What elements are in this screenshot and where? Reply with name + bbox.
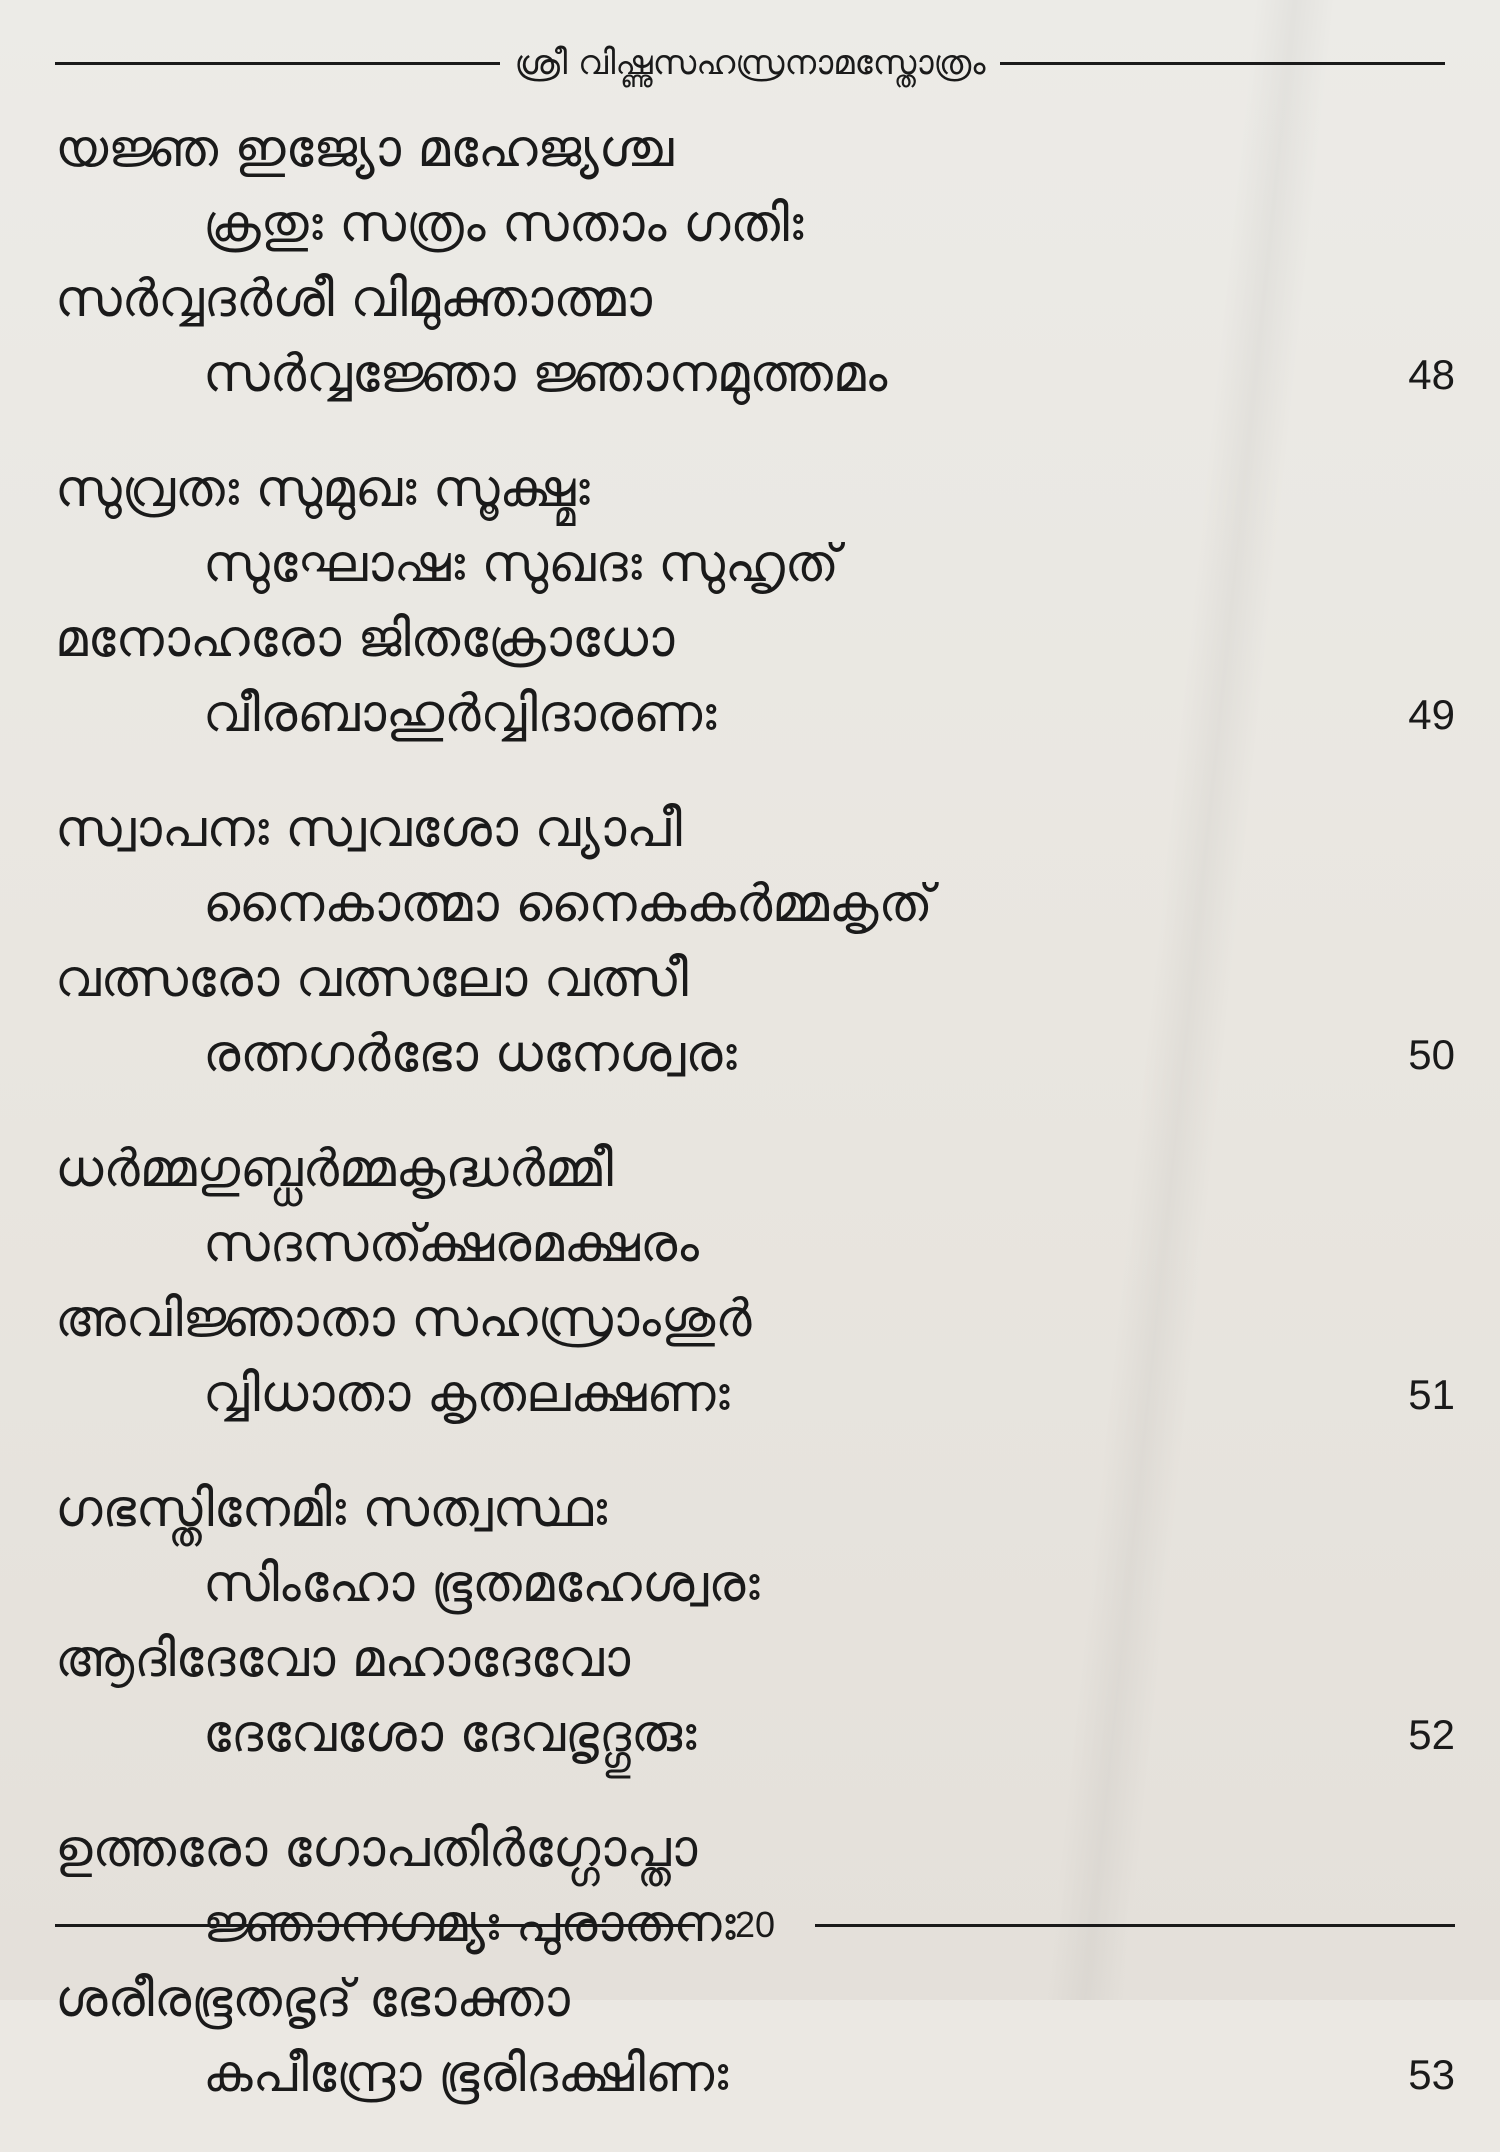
verse-line: ശരീരഭൂതഭൃദ് ഭോക്താ bbox=[55, 1969, 570, 2029]
verse-line: ആദിദേവോ മഹാദേവോ bbox=[55, 1629, 631, 1689]
footer-rule-right bbox=[815, 1924, 1455, 1927]
verse-line: വീരബാഹുർവ്വിദാരണഃ bbox=[203, 684, 717, 744]
verse-line: സദസത്ക്ഷരമക്ഷരം bbox=[203, 1214, 699, 1274]
verse-line: രത്നഗർഭോ ധനേശ്വരഃ bbox=[203, 1024, 737, 1084]
verse-line: ജ്ഞാനഗമ്യഃ പുരാതനഃ bbox=[203, 1894, 736, 1954]
header-rule-right bbox=[1000, 62, 1445, 65]
verse-line: യജ്ഞ ഇജ്യോ മഹേജ്യശ്ച bbox=[55, 119, 674, 179]
verse-line: ഗഭസ്തിനേമിഃ സത്വസ്ഥഃ bbox=[55, 1479, 608, 1539]
verse-line: സർവ്വദർശീ വിമുക്താത്മാ bbox=[55, 269, 652, 329]
verse-48 bbox=[55, 112, 1455, 412]
verse-53 bbox=[55, 1812, 1455, 2112]
verse-number: 49 bbox=[1408, 691, 1455, 738]
verse-number: 50 bbox=[1408, 1031, 1455, 1078]
verse-number: 53 bbox=[1408, 2051, 1455, 2098]
verse-line: സിംഹോ ഭൂതമഹേശ്വരഃ bbox=[203, 1554, 760, 1614]
verse-line: അവിജ്ഞാതാ സഹസ്രാംശുർ bbox=[55, 1289, 752, 1349]
verse-number: 48 bbox=[1408, 351, 1455, 398]
page-number: 20 bbox=[734, 1904, 776, 1945]
verse-line: നൈകാത്മാ നൈകകർമ്മകൃത് bbox=[203, 874, 933, 934]
verse-number: 52 bbox=[1408, 1711, 1455, 1758]
verse-line: ദേവേശോ ദേവഭൃദ്ഗുരുഃ bbox=[203, 1704, 697, 1764]
verse-52 bbox=[55, 1472, 1455, 1772]
verse-list bbox=[55, 112, 1455, 2152]
verse-line: സുവ്രതഃ സുമുഖഃ സൂക്ഷ്മഃ bbox=[55, 459, 590, 519]
header-title: ശ്രീ വിഷ്ണുസഹസ്രനാമസ്തോത്രം bbox=[514, 43, 986, 83]
verse-line: മനോഹരോ ജിതക്രോധോ bbox=[55, 609, 675, 669]
verse-line: ഉത്തരോ ഗോപതിർഗ്ഗോപ്താ bbox=[55, 1819, 698, 1879]
running-header bbox=[55, 38, 1445, 88]
header-rule-left bbox=[55, 62, 500, 65]
verse-line: സ്വാപനഃ സ്വവശോ വ്യാപീ bbox=[55, 799, 682, 859]
verse-51 bbox=[55, 1132, 1455, 1432]
verse-line: ധർമ്മഗുബ്ധർമ്മകൃദ്ധർമ്മീ bbox=[55, 1139, 614, 1199]
verse-line: വത്സരോ വത്സലോ വത്സീ bbox=[55, 949, 689, 1009]
verse-line: ക്രതുഃ സത്രം സതാം ഗതിഃ bbox=[203, 194, 804, 254]
verse-49 bbox=[55, 452, 1455, 752]
verse-line: സർവ്വജ്ഞോ ജ്ഞാനമുത്തമം bbox=[203, 344, 888, 404]
verse-line: കപീന്ദ്രോ ഭൂരിദക്ഷിണഃ bbox=[203, 2044, 729, 2104]
verse-number: 51 bbox=[1408, 1371, 1455, 1418]
verse-50 bbox=[55, 792, 1455, 1092]
verse-line: സുഘോഷഃ സുഖദഃ സുഹൃത് bbox=[203, 534, 840, 594]
page-footer bbox=[55, 1900, 1455, 1950]
footer-rule-left bbox=[55, 1924, 695, 1927]
verse-line: വ്വിധാതാ കൃതലക്ഷണഃ bbox=[203, 1364, 730, 1424]
